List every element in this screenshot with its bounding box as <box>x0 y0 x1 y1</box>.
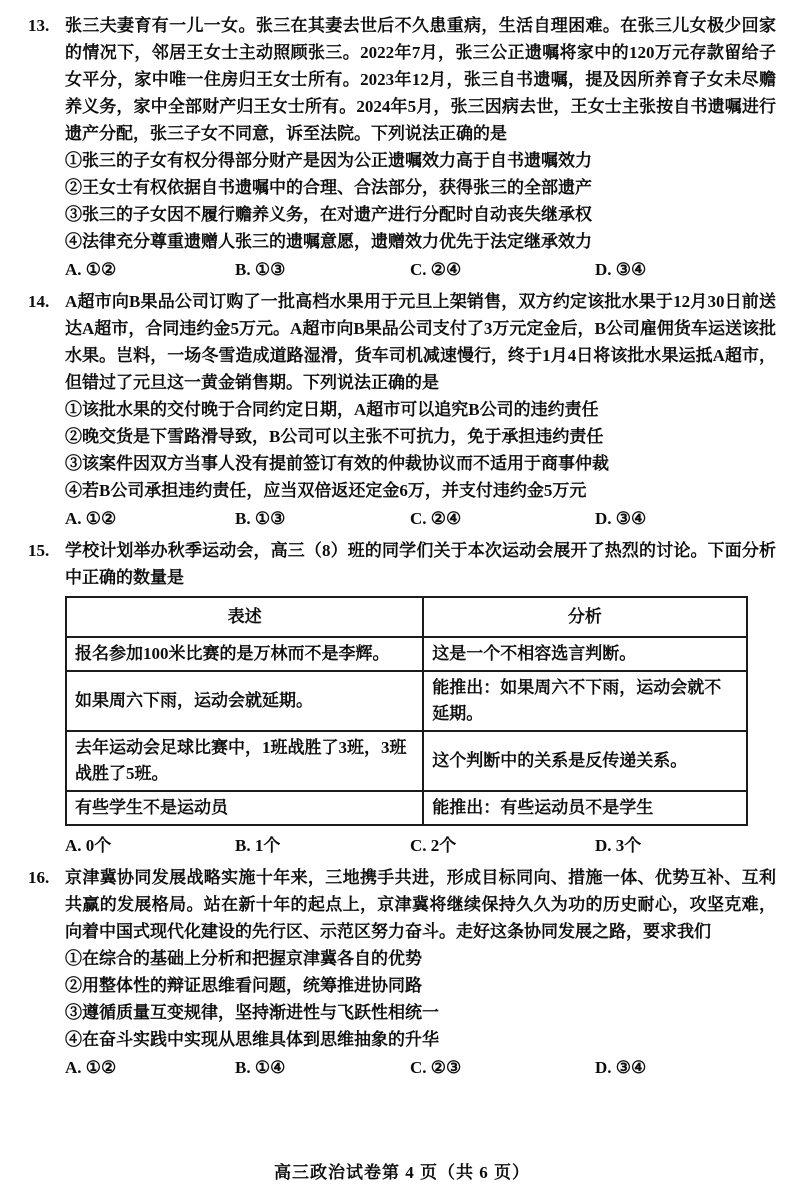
question-16-statement-2: ②用整体性的辩证思维看问题，统筹推进协同路 <box>65 976 422 995</box>
question-13-statement-3: ③张三的子女因不履行赡养义务，在对遗产进行分配时自动丧失继承权 <box>65 205 592 224</box>
table-cell: 有些学生不是运动员 <box>66 791 423 825</box>
question-13-option-a: A. ①② <box>65 260 117 279</box>
question-14-statement-4: ④若B公司承担违约责任，应当双倍返还定金6万，并支付违约金5万元 <box>65 481 587 500</box>
question-13-option-d: D. ③④ <box>595 260 647 279</box>
analysis-table <box>65 596 748 826</box>
question-13-option-c: C. ②④ <box>410 260 462 279</box>
table-cell: 去年运动会足球比赛中，1班战胜了3班，3班战胜了5班。 <box>66 731 423 791</box>
question-16 <box>28 864 776 1083</box>
question-16-option-c: C. ②③ <box>410 1058 462 1077</box>
question-15-option-d: D. 3个 <box>595 836 642 855</box>
question-16-stem: 京津冀协同发展战略实施十年来，三地携手共进，形成目标同向、措施一体、优势互补、互利共赢的发展格局。站在新十年的起点上，京津冀将继续保持久久为功的历史耐心，攻坚克难，向着中国式现代化建设的先行区、示范区努力奋斗。走好这条协同发展之路，要求我们 <box>65 868 776 941</box>
question-15-options-row <box>65 832 776 859</box>
question-14-statement-2: ②晚交货是下雪路滑导致，B公司可以主张不可抗力，免于承担违约责任 <box>65 427 604 446</box>
question-14-statement-1: ①该批水果的交付晚于合同约定日期，A超市可以追究B公司的违约责任 <box>65 400 599 419</box>
question-13-stem: 张三夫妻育有一儿一女。张三在其妻去世后不久患重病，生活自理困难。在张三儿女极少回家的情况下，邻居王女士主动照顾张三。2022年7月，张三公正遗嘱将家中的120万元存款留给子女平分，家中唯一住房归王女士所有。2023年12月，张三自书遗嘱，提及因所养育子女未尽赡养义务，家中全部财产归王女士所有。2024年5月，张三因病去世，王女士主张按自书遗嘱进行遗产分配，张三子女不同意，诉至法院。下列说法正确的是 <box>65 16 776 143</box>
question-16-body <box>65 864 776 1083</box>
question-16-option-a: A. ①② <box>65 1058 117 1077</box>
question-13-statement-4: ④法律充分尊重遗赠人张三的遗嘱意愿，遗赠效力优先于法定继承效力 <box>65 232 592 251</box>
question-15-option-a: A. 0个 <box>65 836 112 855</box>
question-14-option-d: D. ③④ <box>595 509 647 528</box>
table-cell: 如果周六下雨，运动会就延期。 <box>66 671 423 731</box>
question-16-option-b: B. ①④ <box>235 1058 286 1077</box>
question-15-number: 15. <box>28 541 50 560</box>
question-14 <box>28 288 776 534</box>
question-16-number: 16. <box>28 868 50 887</box>
table-cell: 这个判断中的关系是反传递关系。 <box>423 731 746 791</box>
question-15-option-c: C. 2个 <box>410 836 457 855</box>
table-cell: 这是一个不相容选言判断。 <box>423 637 746 671</box>
question-15 <box>28 537 776 861</box>
question-16-statement-4: ④在奋斗实践中实现从思维具体到思维抽象的升华 <box>65 1030 439 1049</box>
question-16-option-d: D. ③④ <box>595 1058 647 1077</box>
table-row <box>66 791 747 825</box>
question-14-body <box>65 288 776 534</box>
page-footer: 高三政治试卷第 4 页（共 6 页） <box>274 1163 530 1182</box>
table-header-statement: 表述 <box>66 597 423 637</box>
question-16-statement-3: ③遵循质量互变规律，坚持渐进性与飞跃性相统一 <box>65 1003 439 1022</box>
question-14-number: 14. <box>28 292 50 311</box>
question-13-options-row <box>65 256 776 283</box>
question-15-body <box>65 537 776 861</box>
question-13-statement-1: ①张三的子女有权分得部分财产是因为公正遗嘱效力高于自书遗嘱效力 <box>65 151 592 170</box>
question-15-option-b: B. 1个 <box>235 836 281 855</box>
question-16-options-row <box>65 1054 776 1081</box>
table-cell: 能推出：如果周六不下雨，运动会就不延期。 <box>423 671 746 731</box>
table-row <box>66 637 747 671</box>
question-13-body <box>65 12 776 285</box>
question-14-stem: A超市向B果品公司订购了一批高档水果用于元旦上架销售，双方约定该批水果于12月30日前送达A超市，合同违约金5万元。A超市向B果品公司支付了3万元定金后，B公司雇佣货车运送该批水果。岂料，一场冬雪造成道路湿滑，货车司机减速慢行，终于1月4日将该批水果运抵A超市，但错过了元旦这一黄金销售期。下列说法正确的是 <box>65 292 776 392</box>
question-14-option-a: A. ①② <box>65 509 117 528</box>
question-13 <box>28 12 776 285</box>
question-14-option-c: C. ②④ <box>410 509 462 528</box>
question-14-options-row <box>65 505 776 532</box>
table-row <box>66 731 747 791</box>
question-14-option-b: B. ①③ <box>235 509 286 528</box>
table-cell: 能推出：有些运动员不是学生 <box>423 791 746 825</box>
question-14-statement-3: ③该案件因双方当事人没有提前签订有效的仲裁协议而不适用于商事仲裁 <box>65 454 609 473</box>
question-13-option-b: B. ①③ <box>235 260 286 279</box>
table-header-analysis: 分析 <box>423 597 746 637</box>
question-15-stem: 学校计划举办秋季运动会，高三（8）班的同学们关于本次运动会展开了热烈的讨论。下面分析中正确的数量是 <box>65 541 776 587</box>
question-13-statement-2: ②王女士有权依据自书遗嘱中的合理、合法部分，获得张三的全部遗产 <box>65 178 592 197</box>
table-cell: 报名参加100米比赛的是万林而不是李辉。 <box>66 637 423 671</box>
question-16-statement-1: ①在综合的基础上分析和把握京津冀各自的优势 <box>65 949 422 968</box>
question-13-number: 13. <box>28 16 50 35</box>
table-row <box>66 671 747 731</box>
table-header-row <box>66 597 747 637</box>
